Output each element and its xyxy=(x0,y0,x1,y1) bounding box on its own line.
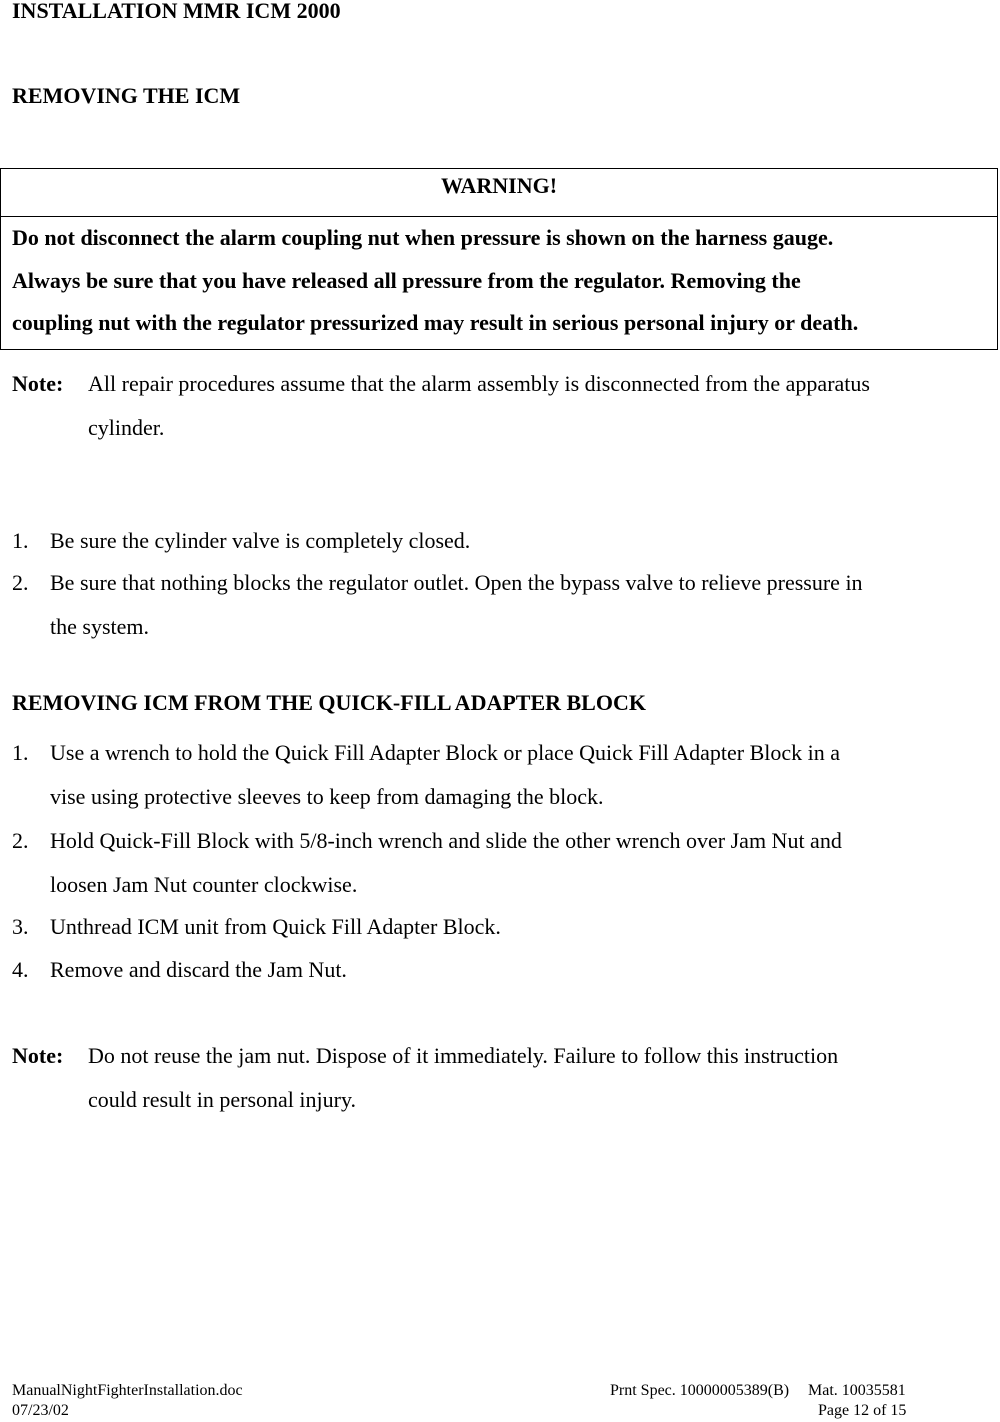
step-number: 2. xyxy=(12,570,29,595)
note-line: Do not reuse the jam nut. Dispose of it immediately. Failure to follow this instruction xyxy=(88,1043,839,1068)
step-text xyxy=(50,561,990,649)
footer-filename: ManualNightFighterInstallation.doc xyxy=(12,1382,243,1399)
step-line: Unthread ICM unit from Quick Fill Adapter Block. xyxy=(50,914,501,939)
step-line: Use a wrench to hold the Quick Fill Adapter Block or place Quick Fill Adapter Block in a xyxy=(50,740,840,765)
step-line: Hold Quick-Fill Block with 5/8-inch wrench and slide the other wrench over Jam Nut and xyxy=(50,828,842,853)
note-label: Note: xyxy=(12,1043,64,1068)
footer-date: 07/23/02 xyxy=(12,1402,69,1419)
step-line: Be sure the cylinder valve is completely closed. xyxy=(50,528,471,553)
step-text xyxy=(50,519,990,563)
footer-page-number: Page 12 of 15 xyxy=(818,1402,907,1419)
step-number: 1. xyxy=(12,740,29,765)
warning-text xyxy=(12,217,991,345)
step-number: 2. xyxy=(12,828,29,853)
step-number: 3. xyxy=(12,914,29,939)
note-line: cylinder. xyxy=(88,415,165,440)
step-text xyxy=(50,905,990,949)
warning-line: coupling nut with the regulator pressurized may result in serious personal injury or death. xyxy=(12,310,859,335)
footer-material: Mat. 10035581 xyxy=(808,1382,906,1399)
note-text xyxy=(88,362,988,450)
note-line: could result in personal injury. xyxy=(88,1087,357,1112)
step-line: vise using protective sleeves to keep from damaging the block. xyxy=(50,784,604,809)
step-line: the system. xyxy=(50,614,149,639)
step-text xyxy=(50,948,990,992)
note-line: All repair procedures assume that the alarm assembly is disconnected from the apparatus xyxy=(88,371,870,396)
step-text xyxy=(50,819,990,907)
step-line: Remove and discard the Jam Nut. xyxy=(50,957,347,982)
document-title: INSTALLATION MMR ICM 2000 xyxy=(12,0,341,23)
step-line: Be sure that nothing blocks the regulator outlet. Open the bypass valve to relieve pressure in xyxy=(50,570,863,595)
note-text xyxy=(88,1034,988,1122)
warning-box xyxy=(0,168,998,350)
step-text xyxy=(50,731,990,819)
step-number: 4. xyxy=(12,957,29,982)
subsection-title: REMOVING ICM FROM THE QUICK-FILL ADAPTER BLOCK xyxy=(12,690,646,715)
step-line: loosen Jam Nut counter clockwise. xyxy=(50,872,358,897)
section-title: REMOVING THE ICM xyxy=(12,83,241,108)
step-number: 1. xyxy=(12,528,29,553)
note-label: Note: xyxy=(12,371,64,396)
warning-line: Do not disconnect the alarm coupling nut when pressure is shown on the harness gauge. xyxy=(12,225,834,250)
footer-print-spec: Prnt Spec. 10000005389(B) xyxy=(610,1382,790,1399)
warning-title: WARNING! xyxy=(1,169,997,217)
warning-line: Always be sure that you have released all pressure from the regulator. Removing the xyxy=(12,267,801,293)
